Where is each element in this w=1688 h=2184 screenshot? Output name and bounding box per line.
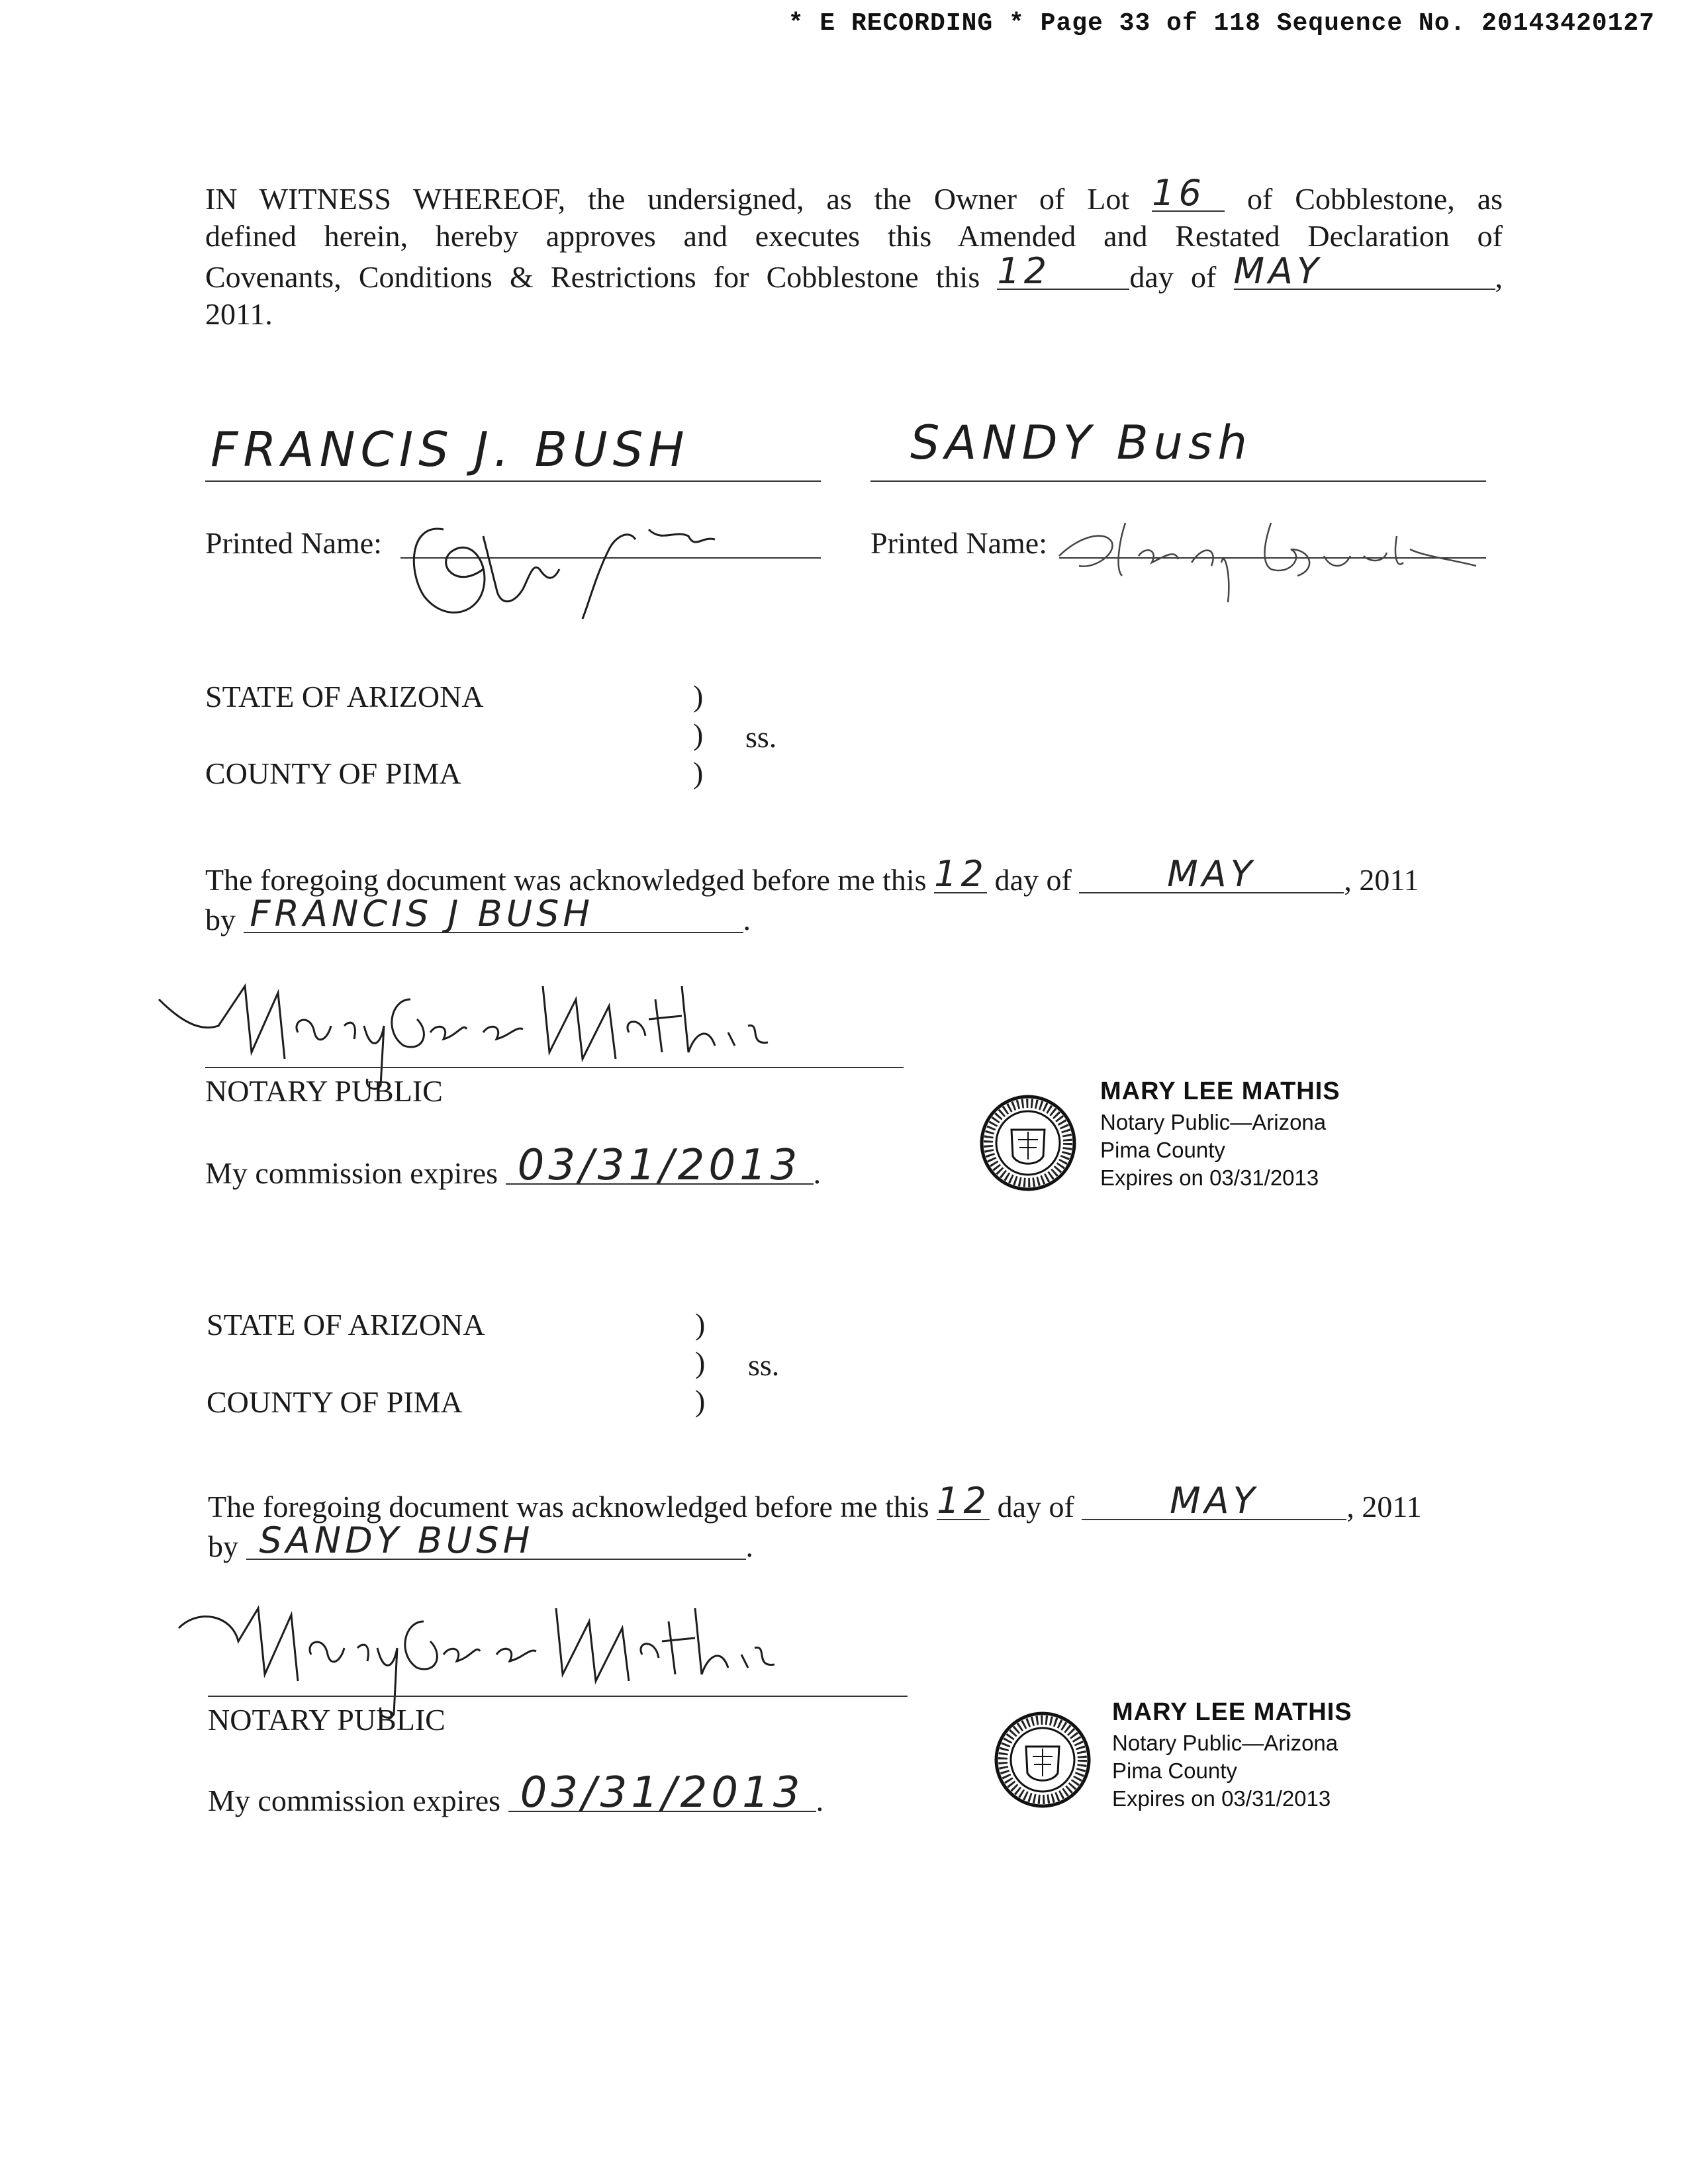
- witness-text: IN WITNESS WHEREOF, the undersigned, as the Owner of Lot: [205, 182, 1130, 216]
- venue2-state: STATE OF ARIZONA: [207, 1308, 485, 1342]
- notary1-period: .: [813, 1156, 821, 1190]
- stamp2-line3: Expires on 03/31/2013: [1112, 1786, 1331, 1811]
- venue1-paren-2: ): [693, 717, 704, 751]
- day-field: [997, 255, 1129, 290]
- ack2-by: by: [208, 1529, 238, 1563]
- signer-right-signature: [1053, 510, 1489, 602]
- venue1-paren-1: ): [693, 679, 704, 713]
- signer-left-signature: [397, 490, 768, 622]
- ack1-text: day of: [994, 863, 1072, 897]
- venue2-paren-2: ): [695, 1345, 706, 1379]
- stamp1-line1: Notary Public—Arizona: [1100, 1110, 1327, 1134]
- signer-right-name: SANDY Bush: [910, 416, 1252, 470]
- ack2-day-handwritten: 12: [937, 1480, 990, 1522]
- ack2-month-field: [1082, 1480, 1346, 1522]
- ack2-year: , 2011: [1346, 1490, 1422, 1524]
- signer-left-printed-label: Printed Name:: [205, 526, 382, 560]
- witness-line-2: defined herein, hereby approves and executes this Amended and Restated Declaration of: [205, 219, 1503, 253]
- ack2-name-field: [246, 1520, 746, 1561]
- stamp1-line2: Pima County: [1100, 1138, 1225, 1162]
- notary2-commission-label: My commission expires: [208, 1784, 501, 1817]
- ack1-day-field: [934, 853, 988, 895]
- day-handwritten: 12: [997, 255, 1051, 292]
- notary2-commission-date: 03/31/2013: [520, 1768, 804, 1817]
- venue1-paren-3: ): [693, 756, 704, 790]
- ack1-name-handwritten: FRANCIS J BUSH: [250, 893, 594, 934]
- ack1-period: .: [743, 903, 751, 936]
- signer-left-name: FRANCIS J. BUSH: [211, 422, 690, 477]
- notary1-seal: [978, 1093, 1078, 1193]
- ack2-period: .: [745, 1529, 753, 1563]
- ack2-text: day of: [997, 1490, 1074, 1524]
- signer-right-line: [870, 480, 1486, 482]
- ack1-by: by: [205, 903, 236, 936]
- notary1-signature-line: [205, 1067, 904, 1068]
- signer-right-printed-label: Printed Name:: [870, 526, 1047, 560]
- stamp2-line1: Notary Public—Arizona: [1112, 1731, 1338, 1755]
- venue1-state: STATE OF ARIZONA: [205, 680, 484, 713]
- signer-left-line: [205, 480, 821, 482]
- witness-text: day of: [1129, 260, 1217, 294]
- month-handwritten: MAY: [1233, 255, 1323, 292]
- ack1-year: , 2011: [1344, 863, 1419, 897]
- ack1-month-handwritten: MAY: [1167, 853, 1256, 895]
- witness-text: ,: [1495, 260, 1503, 294]
- venue2-paren-3: ): [695, 1384, 706, 1418]
- ack1-month-field: [1079, 853, 1344, 895]
- ack2-name-handwritten: SANDY BUSH: [259, 1520, 534, 1561]
- witness-text: Covenants, Conditions & Restrictions for Cobblestone this: [205, 260, 980, 294]
- notary1-label: NOTARY PUBLIC: [205, 1074, 443, 1108]
- ack1-by-line: [205, 893, 751, 939]
- month-field: [1234, 255, 1495, 290]
- notary2-label: NOTARY PUBLIC: [208, 1703, 445, 1737]
- witness-line-3: [205, 255, 1503, 295]
- notary2-seal: [993, 1710, 1092, 1809]
- venue2-county: COUNTY OF PIMA: [207, 1385, 463, 1419]
- stamp1-name: MARY LEE MATHIS: [1100, 1077, 1340, 1105]
- witness-text: of Cobblestone, as: [1247, 182, 1503, 216]
- witness-paragraph: [205, 177, 1503, 334]
- notary1-commission-label: My commission expires: [205, 1156, 498, 1190]
- ack1-name-field: [244, 893, 743, 934]
- venue2-paren-1: ): [695, 1307, 706, 1341]
- stamp2-name: MARY LEE MATHIS: [1112, 1698, 1352, 1726]
- ack1-day-handwritten: 12: [934, 853, 988, 895]
- ack2-text: The foregoing document was acknowledged before me this: [208, 1490, 929, 1524]
- recording-header: * E RECORDING * Page 33 of 118 Sequence No. 20143420127: [788, 9, 1655, 38]
- lot-number-field: [1152, 177, 1225, 212]
- ack2-day-field: [937, 1480, 990, 1522]
- venue2-ss: ss.: [748, 1348, 780, 1382]
- notary1-commission: [205, 1141, 821, 1193]
- stamp1-line3: Expires on 03/31/2013: [1100, 1165, 1319, 1190]
- notary2-period: .: [816, 1784, 824, 1817]
- notary1-commission-date: 03/31/2013: [517, 1141, 802, 1190]
- notary2-commission: [208, 1768, 824, 1820]
- notary2-commission-field: [508, 1768, 816, 1817]
- venue1-county: COUNTY OF PIMA: [205, 756, 461, 790]
- ack1-text: The foregoing document was acknowledged before me this: [205, 863, 927, 897]
- venue1-ss: ss.: [745, 720, 777, 754]
- stamp2-line2: Pima County: [1112, 1758, 1237, 1783]
- notary1-commission-field: [506, 1141, 814, 1190]
- ack2-by-line: [208, 1520, 753, 1566]
- lot-number-handwritten: 16: [1152, 177, 1205, 214]
- ack2-month-handwritten: MAY: [1170, 1480, 1259, 1522]
- notary2-signature-line: [208, 1696, 908, 1697]
- witness-line-1: [205, 177, 1503, 216]
- witness-line-4: 2011.: [205, 297, 273, 331]
